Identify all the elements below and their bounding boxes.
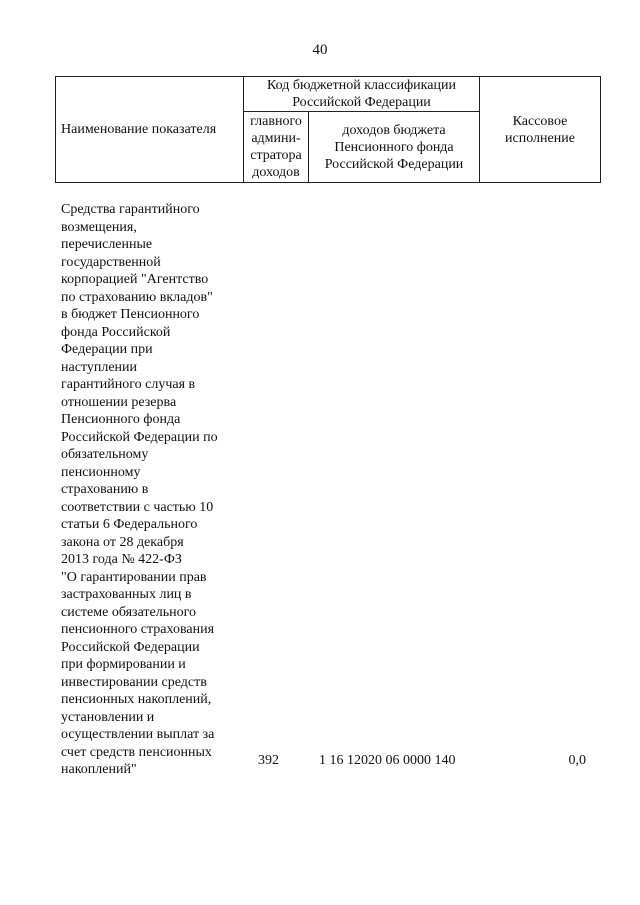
indicator-name-line: статьи 6 Федерального [61,517,198,532]
page-number: 40 [312,42,328,58]
indicator-name-line: наступлении [61,359,138,375]
indicator-name-line: пенсионного страхования [61,622,215,637]
income-code-header-line-3: Российской Федерации [324,156,464,172]
cash-execution-header-line-1: Кассовое [512,113,568,129]
indicator-name-line: пенсионных накоплений, [61,692,212,707]
indicator-name-line: Российской Федерации [61,639,200,655]
indicator-name-header: Наименование показателя [56,77,244,183]
income-code-header-line-2: Пенсионного фонда [334,139,454,155]
indicator-name-line: Федерации при [61,342,153,357]
indicator-name-line: Средства гарантийного [61,202,200,217]
indicator-name-line: соответствии с частью 10 [61,499,214,515]
indicator-name-line: 2013 года № 422-ФЗ [61,552,182,567]
indicator-name-line: застрахованных лиц в [61,587,192,602]
indicator-name-line: "О гарантировании прав [61,569,207,585]
indicator-name-line: инвестировании средств [61,674,207,690]
admin-code-header-line-2: админи- [251,131,301,146]
indicator-name-line: страхованию в [61,482,149,497]
indicator-name-line: корпорацией "Агентство [61,272,209,287]
indicator-name-line: гарантийного случая в [61,377,196,392]
indicator-name-line: фонда Российской [61,324,171,340]
indicator-name-line: осуществлении выплат за [61,727,215,742]
indicator-name-line: закона от 28 декабря [61,534,184,550]
indicator-name-line: Российской Федерации по [61,429,218,445]
admin-code-header-line-3: стратора [250,148,302,163]
table-header [55,76,601,183]
indicator-name-line: перечисленные [61,237,153,252]
indicator-name-line: обязательному [61,447,149,462]
admin-code-header-line-4: доходов [252,165,300,180]
indicator-name-line: накоплений" [61,762,137,777]
indicator-name-line: Пенсионного фонда [61,412,181,427]
indicator-name-line: отношении резерва [61,394,177,410]
indicator-name-line: по страхованию вкладов" [61,289,213,305]
indicator-name-line: при формировании и [61,657,186,672]
income-code-header [309,112,480,183]
budget-code-header-line-1: Код бюджетной классификации [267,78,456,93]
indicator-name-line: в бюджет Пенсионного [61,307,200,322]
cash-execution-header [480,77,601,183]
indicator-name-cell [61,201,241,779]
indicator-name-line: возмещения, [61,219,137,235]
cash-execution-header-line-2: исполнение [505,130,575,146]
budget-code-header-line-2: Российской Федерации [292,95,431,110]
indicator-name-line: счет средств пенсионных [61,744,212,760]
admin-code-header-line-1: главного [250,114,302,129]
budget-code-header [244,77,480,112]
indicator-name-line: установлении и [61,709,155,725]
income-code-header-line-1: доходов бюджета [342,122,446,138]
cash-execution-cell: 0,0 [568,753,586,768]
indicator-name-line: пенсионному [61,464,141,480]
income-code-cell: 1 16 12020 06 0000 140 [319,753,456,768]
admin-code-cell: 392 [258,753,279,768]
indicator-name-line: системе обязательного [61,604,197,620]
indicator-name-line: государственной [61,254,161,270]
admin-code-header [244,112,309,183]
